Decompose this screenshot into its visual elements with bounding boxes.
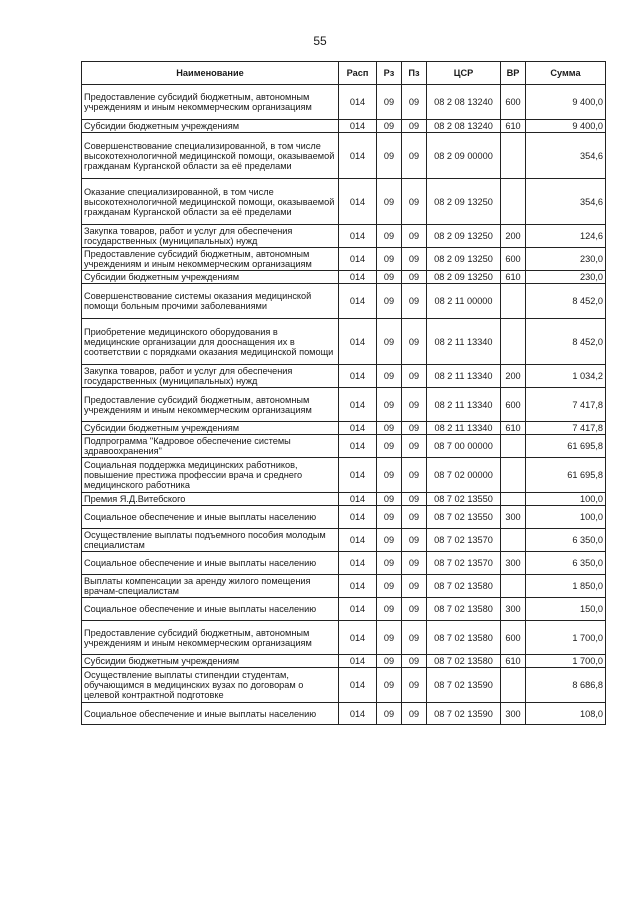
cell-rasp: 014 bbox=[339, 703, 377, 725]
cell-rz: 09 bbox=[377, 493, 402, 506]
cell-vr bbox=[501, 668, 526, 703]
budget-table bbox=[81, 61, 606, 725]
table-row bbox=[82, 179, 606, 225]
cell-rz: 09 bbox=[377, 506, 402, 529]
cell-rasp: 014 bbox=[339, 621, 377, 655]
header-rz: Рз bbox=[377, 62, 402, 85]
cell-vr bbox=[501, 319, 526, 365]
table-row bbox=[82, 85, 606, 120]
cell-sum: 1 700,0 bbox=[526, 655, 606, 668]
cell-name: Субсидии бюджетным учреждениям bbox=[82, 120, 339, 133]
cell-name: Осуществление выплаты подъемного пособия молодым специалистам bbox=[82, 529, 339, 552]
table-row bbox=[82, 225, 606, 248]
table-row bbox=[82, 703, 606, 725]
cell-name: Социальное обеспечение и иные выплаты населению bbox=[82, 703, 339, 725]
cell-csr: 08 7 00 00000 bbox=[427, 435, 501, 458]
table-row bbox=[82, 284, 606, 319]
cell-sum: 100,0 bbox=[526, 506, 606, 529]
cell-rasp: 014 bbox=[339, 284, 377, 319]
cell-vr: 610 bbox=[501, 271, 526, 284]
table-row bbox=[82, 529, 606, 552]
cell-csr: 08 7 02 13580 bbox=[427, 621, 501, 655]
cell-vr: 300 bbox=[501, 598, 526, 621]
cell-rasp: 014 bbox=[339, 493, 377, 506]
cell-pz: 09 bbox=[402, 225, 427, 248]
cell-name: Оказание специализированной, в том числе высокотехнологичной медицинской помощи, оказываемой гражданам Курганской области за её пределами bbox=[82, 179, 339, 225]
cell-rz: 09 bbox=[377, 668, 402, 703]
cell-rasp: 014 bbox=[339, 85, 377, 120]
cell-pz: 09 bbox=[402, 575, 427, 598]
cell-rz: 09 bbox=[377, 655, 402, 668]
header-name: Наименование bbox=[82, 62, 339, 85]
cell-csr: 08 2 11 13340 bbox=[427, 422, 501, 435]
table-row bbox=[82, 506, 606, 529]
cell-name: Подпрограмма "Кадровое обеспечение системы здравоохранения" bbox=[82, 435, 339, 458]
cell-rasp: 014 bbox=[339, 655, 377, 668]
cell-csr: 08 2 11 13340 bbox=[427, 319, 501, 365]
cell-pz: 09 bbox=[402, 506, 427, 529]
cell-pz: 09 bbox=[402, 621, 427, 655]
table-body bbox=[82, 85, 606, 725]
cell-vr bbox=[501, 179, 526, 225]
cell-pz: 09 bbox=[402, 655, 427, 668]
table-row bbox=[82, 248, 606, 271]
cell-csr: 08 2 09 13250 bbox=[427, 271, 501, 284]
cell-rasp: 014 bbox=[339, 319, 377, 365]
cell-rasp: 014 bbox=[339, 133, 377, 179]
cell-vr: 200 bbox=[501, 225, 526, 248]
cell-sum: 7 417,8 bbox=[526, 422, 606, 435]
cell-vr bbox=[501, 493, 526, 506]
cell-rasp: 014 bbox=[339, 422, 377, 435]
cell-sum: 230,0 bbox=[526, 248, 606, 271]
cell-sum: 9 400,0 bbox=[526, 85, 606, 120]
table-row bbox=[82, 120, 606, 133]
header-vr: ВР bbox=[501, 62, 526, 85]
cell-sum: 1 700,0 bbox=[526, 621, 606, 655]
table-row bbox=[82, 458, 606, 493]
cell-csr: 08 7 02 13580 bbox=[427, 575, 501, 598]
cell-csr: 08 7 02 13580 bbox=[427, 655, 501, 668]
cell-rz: 09 bbox=[377, 703, 402, 725]
cell-vr bbox=[501, 435, 526, 458]
cell-sum: 150,0 bbox=[526, 598, 606, 621]
table-row bbox=[82, 133, 606, 179]
cell-rasp: 014 bbox=[339, 529, 377, 552]
cell-vr bbox=[501, 133, 526, 179]
cell-vr: 300 bbox=[501, 506, 526, 529]
cell-vr: 600 bbox=[501, 248, 526, 271]
cell-name: Социальная поддержка медицинских работников, повышение престижа профессии врача и среднего медицинского работника bbox=[82, 458, 339, 493]
cell-pz: 09 bbox=[402, 598, 427, 621]
cell-vr: 600 bbox=[501, 388, 526, 422]
cell-rz: 09 bbox=[377, 552, 402, 575]
cell-pz: 09 bbox=[402, 668, 427, 703]
table-row bbox=[82, 493, 606, 506]
cell-pz: 09 bbox=[402, 284, 427, 319]
cell-rz: 09 bbox=[377, 422, 402, 435]
cell-sum: 354,6 bbox=[526, 179, 606, 225]
cell-rz: 09 bbox=[377, 319, 402, 365]
cell-pz: 09 bbox=[402, 271, 427, 284]
cell-sum: 61 695,8 bbox=[526, 435, 606, 458]
cell-csr: 08 2 09 13250 bbox=[427, 225, 501, 248]
cell-csr: 08 7 02 13550 bbox=[427, 493, 501, 506]
cell-rz: 09 bbox=[377, 529, 402, 552]
cell-name: Предоставление субсидий бюджетным, автономным учреждениям и иным некоммерческим организациям bbox=[82, 388, 339, 422]
cell-pz: 09 bbox=[402, 120, 427, 133]
cell-vr: 300 bbox=[501, 552, 526, 575]
cell-name: Предоставление субсидий бюджетным, автономным учреждениям и иным некоммерческим организациям bbox=[82, 248, 339, 271]
cell-pz: 09 bbox=[402, 703, 427, 725]
cell-vr bbox=[501, 284, 526, 319]
cell-sum: 1 034,2 bbox=[526, 365, 606, 388]
cell-name: Субсидии бюджетным учреждениям bbox=[82, 422, 339, 435]
cell-pz: 09 bbox=[402, 319, 427, 365]
header-sum: Сумма bbox=[526, 62, 606, 85]
table-header-row bbox=[82, 62, 606, 85]
cell-name: Приобретение медицинского оборудования в медицинские организации для дооснащения их в соответствии с порядками оказания медицинской помощи bbox=[82, 319, 339, 365]
cell-rz: 09 bbox=[377, 575, 402, 598]
cell-vr: 200 bbox=[501, 365, 526, 388]
cell-csr: 08 2 09 00000 bbox=[427, 133, 501, 179]
cell-rasp: 014 bbox=[339, 388, 377, 422]
table-row bbox=[82, 655, 606, 668]
cell-pz: 09 bbox=[402, 422, 427, 435]
cell-rz: 09 bbox=[377, 85, 402, 120]
table-row bbox=[82, 319, 606, 365]
cell-pz: 09 bbox=[402, 85, 427, 120]
cell-rasp: 014 bbox=[339, 248, 377, 271]
cell-csr: 08 7 02 13550 bbox=[427, 506, 501, 529]
cell-rasp: 014 bbox=[339, 668, 377, 703]
cell-name: Закупка товаров, работ и услуг для обеспечения государственных (муниципальных) нужд bbox=[82, 365, 339, 388]
cell-pz: 09 bbox=[402, 133, 427, 179]
table-row bbox=[82, 365, 606, 388]
cell-sum: 7 417,8 bbox=[526, 388, 606, 422]
cell-sum: 230,0 bbox=[526, 271, 606, 284]
table-row bbox=[82, 388, 606, 422]
header-csr: ЦСР bbox=[427, 62, 501, 85]
cell-csr: 08 2 11 00000 bbox=[427, 284, 501, 319]
cell-csr: 08 7 02 13590 bbox=[427, 703, 501, 725]
cell-csr: 08 2 09 13250 bbox=[427, 179, 501, 225]
cell-rz: 09 bbox=[377, 598, 402, 621]
cell-rasp: 014 bbox=[339, 120, 377, 133]
cell-rasp: 014 bbox=[339, 225, 377, 248]
cell-pz: 09 bbox=[402, 388, 427, 422]
cell-vr bbox=[501, 575, 526, 598]
cell-name: Совершенствование системы оказания медицинской помощи больным прочими заболеваниями bbox=[82, 284, 339, 319]
cell-rasp: 014 bbox=[339, 458, 377, 493]
cell-rz: 09 bbox=[377, 458, 402, 493]
cell-pz: 09 bbox=[402, 435, 427, 458]
header-rasp: Расп bbox=[339, 62, 377, 85]
cell-name: Субсидии бюджетным учреждениям bbox=[82, 271, 339, 284]
cell-name: Осуществление выплаты стипендии студентам, обучающимся в медицинских вузах по договорам о целевой контрактной подготовке bbox=[82, 668, 339, 703]
table-row bbox=[82, 621, 606, 655]
cell-name: Субсидии бюджетным учреждениям bbox=[82, 655, 339, 668]
cell-pz: 09 bbox=[402, 493, 427, 506]
table-row bbox=[82, 668, 606, 703]
cell-csr: 08 2 11 13340 bbox=[427, 388, 501, 422]
cell-name: Выплаты компенсации за аренду жилого помещения врачам-специалистам bbox=[82, 575, 339, 598]
cell-sum: 1 850,0 bbox=[526, 575, 606, 598]
cell-rasp: 014 bbox=[339, 506, 377, 529]
cell-rasp: 014 bbox=[339, 435, 377, 458]
table-row bbox=[82, 552, 606, 575]
table-row bbox=[82, 422, 606, 435]
cell-sum: 9 400,0 bbox=[526, 120, 606, 133]
cell-rz: 09 bbox=[377, 225, 402, 248]
table-row bbox=[82, 598, 606, 621]
cell-rz: 09 bbox=[377, 365, 402, 388]
cell-pz: 09 bbox=[402, 552, 427, 575]
cell-rz: 09 bbox=[377, 621, 402, 655]
cell-vr: 300 bbox=[501, 703, 526, 725]
cell-name: Предоставление субсидий бюджетным, автономным учреждениям и иным некоммерческим организациям bbox=[82, 85, 339, 120]
cell-rasp: 014 bbox=[339, 575, 377, 598]
cell-pz: 09 bbox=[402, 248, 427, 271]
cell-vr bbox=[501, 458, 526, 493]
cell-rasp: 014 bbox=[339, 179, 377, 225]
cell-sum: 6 350,0 bbox=[526, 552, 606, 575]
cell-sum: 8 452,0 bbox=[526, 284, 606, 319]
cell-rz: 09 bbox=[377, 435, 402, 458]
cell-vr: 610 bbox=[501, 422, 526, 435]
cell-rz: 09 bbox=[377, 388, 402, 422]
cell-vr: 600 bbox=[501, 85, 526, 120]
cell-csr: 08 7 02 13570 bbox=[427, 529, 501, 552]
cell-csr: 08 2 09 13250 bbox=[427, 248, 501, 271]
cell-name: Совершенствование специализированной, в том числе высокотехнологичной медицинской помощи, оказываемой гражданам Курганской области за её пределами bbox=[82, 133, 339, 179]
cell-sum: 8 686,8 bbox=[526, 668, 606, 703]
cell-pz: 09 bbox=[402, 365, 427, 388]
cell-sum: 6 350,0 bbox=[526, 529, 606, 552]
cell-vr bbox=[501, 529, 526, 552]
cell-name: Социальное обеспечение и иные выплаты населению bbox=[82, 598, 339, 621]
cell-rz: 09 bbox=[377, 248, 402, 271]
cell-vr: 610 bbox=[501, 120, 526, 133]
cell-rasp: 014 bbox=[339, 598, 377, 621]
cell-sum: 124,6 bbox=[526, 225, 606, 248]
cell-csr: 08 2 08 13240 bbox=[427, 120, 501, 133]
cell-sum: 8 452,0 bbox=[526, 319, 606, 365]
table-row bbox=[82, 435, 606, 458]
cell-sum: 354,6 bbox=[526, 133, 606, 179]
page-number: 55 bbox=[313, 34, 327, 48]
table-row bbox=[82, 271, 606, 284]
cell-rasp: 014 bbox=[339, 271, 377, 284]
cell-name: Социальное обеспечение и иные выплаты населению bbox=[82, 506, 339, 529]
cell-sum: 100,0 bbox=[526, 493, 606, 506]
cell-pz: 09 bbox=[402, 179, 427, 225]
cell-name: Социальное обеспечение и иные выплаты населению bbox=[82, 552, 339, 575]
cell-sum: 61 695,8 bbox=[526, 458, 606, 493]
cell-name: Закупка товаров, работ и услуг для обеспечения государственных (муниципальных) нужд bbox=[82, 225, 339, 248]
table-row bbox=[82, 575, 606, 598]
header-pz: Пз bbox=[402, 62, 427, 85]
cell-csr: 08 7 02 13570 bbox=[427, 552, 501, 575]
cell-rz: 09 bbox=[377, 133, 402, 179]
cell-csr: 08 7 02 00000 bbox=[427, 458, 501, 493]
cell-rz: 09 bbox=[377, 284, 402, 319]
cell-sum: 108,0 bbox=[526, 703, 606, 725]
cell-rasp: 014 bbox=[339, 365, 377, 388]
cell-csr: 08 7 02 13590 bbox=[427, 668, 501, 703]
cell-name: Премия Я.Д.Витебского bbox=[82, 493, 339, 506]
cell-csr: 08 2 11 13340 bbox=[427, 365, 501, 388]
cell-rz: 09 bbox=[377, 179, 402, 225]
cell-rz: 09 bbox=[377, 120, 402, 133]
cell-csr: 08 2 08 13240 bbox=[427, 85, 501, 120]
cell-rasp: 014 bbox=[339, 552, 377, 575]
cell-name: Предоставление субсидий бюджетным, автономным учреждениям и иным некоммерческим организациям bbox=[82, 621, 339, 655]
cell-vr: 610 bbox=[501, 655, 526, 668]
cell-vr: 600 bbox=[501, 621, 526, 655]
cell-pz: 09 bbox=[402, 458, 427, 493]
cell-pz: 09 bbox=[402, 529, 427, 552]
cell-rz: 09 bbox=[377, 271, 402, 284]
cell-csr: 08 7 02 13580 bbox=[427, 598, 501, 621]
